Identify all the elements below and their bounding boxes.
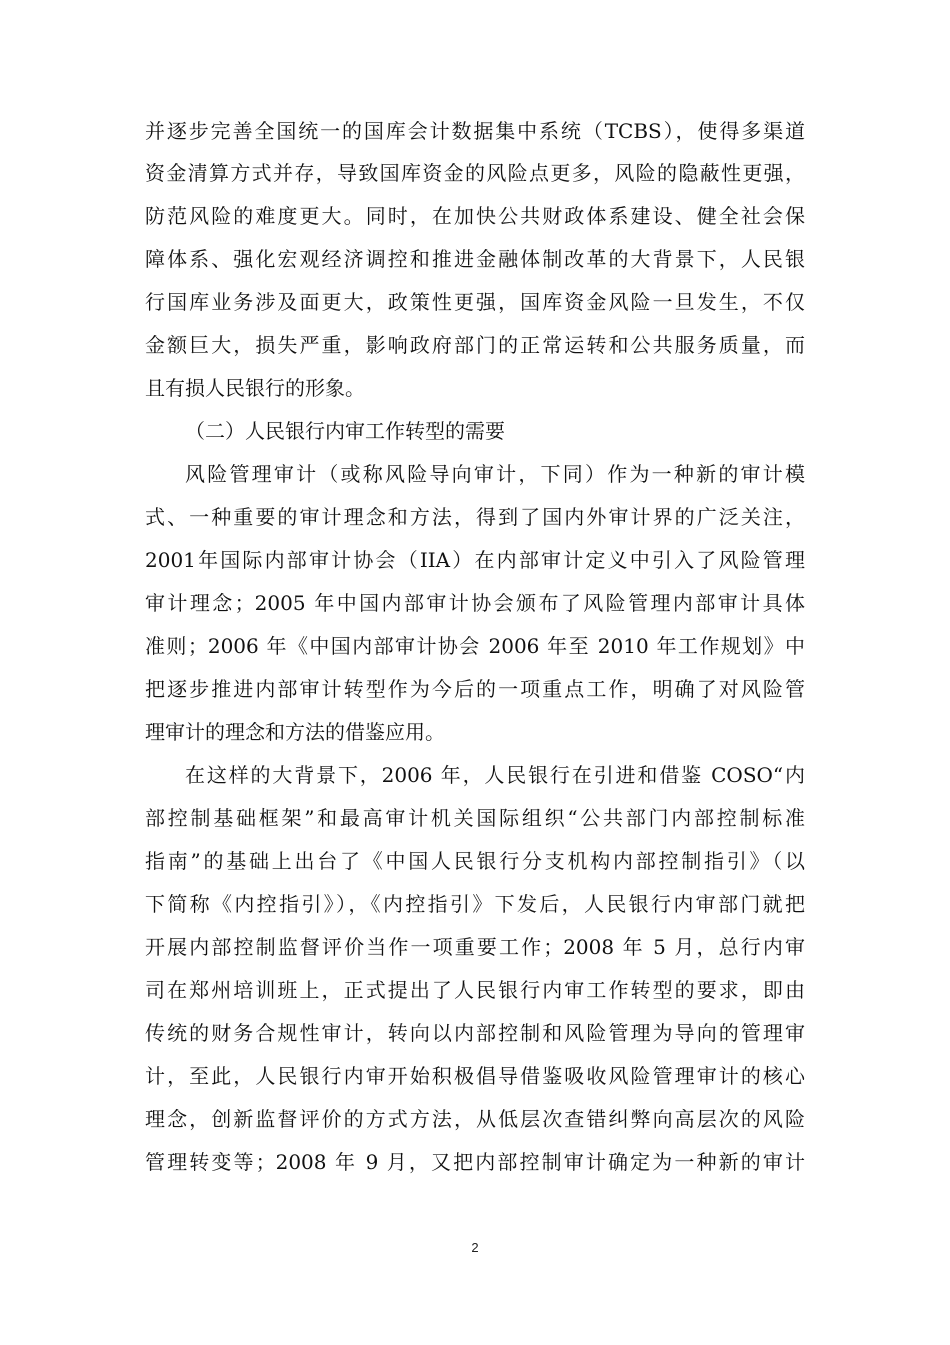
text-line: 理念，创新监督评价的方式方法，从低层次查错纠弊向高层次的风险 [145, 1107, 805, 1131]
text-line: 在这样的大背景下，2006 年，人民银行在引进和借鉴 COSO“内 [185, 763, 805, 787]
text-line: 准则；2006 年《中国内部审计协会 2006 年至 2010 年工作规划》中 [145, 634, 805, 658]
page-number: 2 [471, 1240, 479, 1255]
text-line: 并逐步完善全国统一的国库会计数据集中系统（TCBS），使得多渠道 [145, 119, 805, 143]
section-heading: （二）人民银行内审工作转型的需要 [185, 419, 505, 443]
text-line: 部控制基础框架”和最高审计机关国际组织“公共部门内部控制标准 [145, 806, 805, 830]
text-line: 障体系、强化宏观经济调控和推进金融体制改革的大背景下，人民银 [145, 247, 805, 271]
text-line: 式、一种重要的审计理念和方法，得到了国内外审计界的广泛关注， [145, 505, 805, 529]
text-line: 司在郑州培训班上，正式提出了人民银行内审工作转型的要求，即由 [145, 978, 805, 1002]
text-line: 管理转变等；2008 年 9 月，又把内部控制审计确定为一种新的审计 [145, 1150, 805, 1174]
text-line: 2001年国际内部审计协会（IIA）在内部审计定义中引入了风险管理 [145, 548, 805, 572]
text-line: 计，至此，人民银行内审开始积极倡导借鉴吸收风险管理审计的核心 [145, 1064, 805, 1088]
text-line: 开展内部控制监督评价当作一项重要工作；2008 年 5 月，总行内审 [145, 935, 805, 959]
text-line: 金额巨大，损失严重，影响政府部门的正常运转和公共服务质量，而 [145, 333, 805, 357]
text-line: 把逐步推进内部审计转型作为今后的一项重点工作，明确了对风险管 [145, 677, 805, 701]
text-line: 下简称《内控指引》），《内控指引》下发后，人民银行内审部门就把 [145, 892, 805, 916]
text-line: 且有损人民银行的形象。 [145, 376, 365, 400]
text-line: 行国库业务涉及面更大，政策性更强，国库资金风险一旦发生，不仅 [145, 290, 805, 314]
text-line: 传统的财务合规性审计，转向以内部控制和风险管理为导向的管理审 [145, 1021, 805, 1045]
text-line: 风险管理审计（或称风险导向审计，下同）作为一种新的审计模 [185, 462, 805, 486]
text-line: 防范风险的难度更大。同时，在加快公共财政体系建设、健全社会保 [145, 204, 805, 228]
text-line: 理审计的理念和方法的借鉴应用。 [145, 720, 445, 744]
text-line: 审计理念；2005 年中国内部审计协会颁布了风险管理内部审计具体 [145, 591, 805, 615]
text-line: 指南”的基础上出台了《中国人民银行分支机构内部控制指引》（以 [145, 849, 805, 873]
text-line: 资金清算方式并存，导致国库资金的风险点更多，风险的隐蔽性更强， [145, 161, 805, 185]
